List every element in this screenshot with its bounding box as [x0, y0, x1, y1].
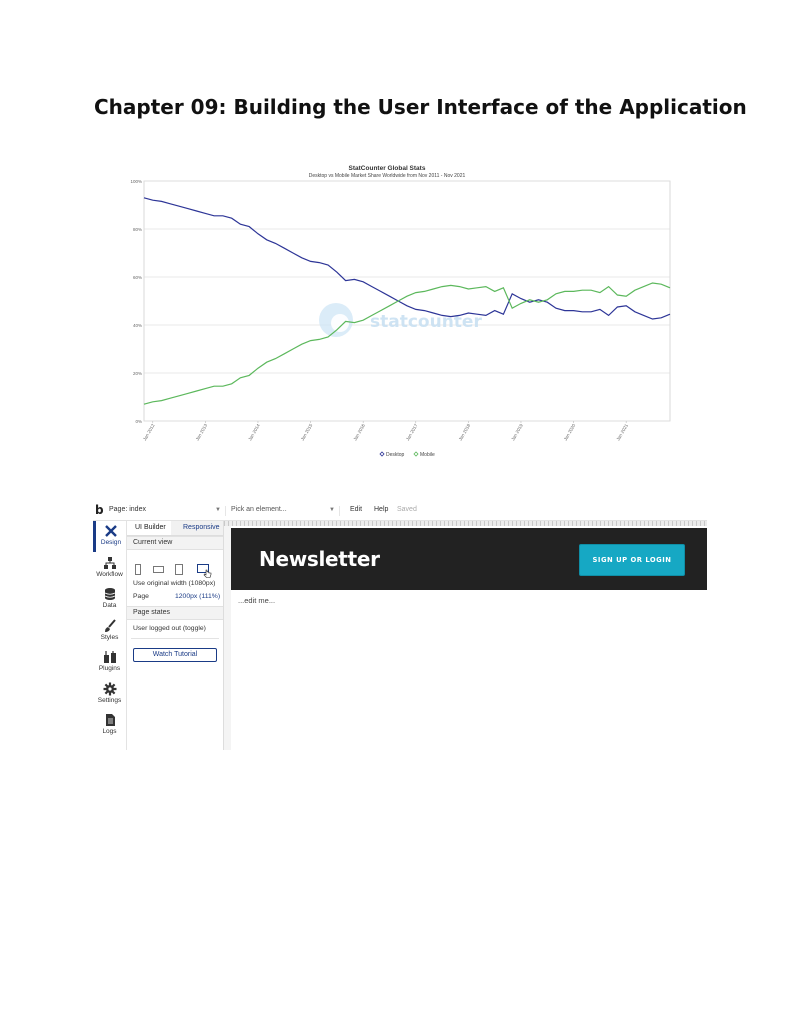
tab-ui-builder[interactable]: UI Builder: [135, 524, 166, 531]
y-tick-label: 0%: [135, 419, 142, 424]
page-selector[interactable]: [109, 506, 226, 516]
nav-label: Styles: [100, 634, 119, 641]
x-tick-label: Jan 2012: [142, 423, 156, 442]
y-tick-label: 40%: [132, 323, 142, 328]
x-tick-label: Jan 2016: [352, 423, 367, 442]
element-picker[interactable]: [231, 506, 340, 516]
section-title: Page states: [133, 609, 170, 616]
x-tick-label: Jan 2018: [457, 423, 472, 442]
device-selector: [133, 563, 219, 577]
panel-tabs: [127, 521, 223, 536]
left-nav: [93, 521, 127, 750]
y-tick-label: 80%: [132, 227, 142, 232]
page-width-label: Page: [133, 593, 149, 600]
legend-label-desktop: Desktop: [386, 452, 405, 458]
nav-label: Data: [102, 602, 117, 609]
plug-icon: [103, 650, 117, 664]
chart-svg: [118, 158, 678, 463]
legend-label-mobile: Mobile: [420, 452, 435, 458]
x-tick-label: Jan 2021: [615, 422, 630, 442]
editor-canvas: [224, 521, 707, 750]
menu-help[interactable]: Help: [374, 506, 389, 513]
saved-status: Saved: [397, 506, 417, 513]
property-panel: [127, 521, 224, 750]
x-tick-label: Jan 2014: [247, 423, 261, 442]
watermark-text: statcounter: [370, 312, 482, 332]
menu-edit[interactable]: Edit: [350, 506, 363, 513]
nav-data[interactable]: [93, 584, 126, 615]
use-original-width[interactable]: Use original width (1080px): [133, 580, 216, 587]
pointer-hand-icon: [203, 569, 212, 578]
chevron-down-icon: ▼: [329, 507, 335, 513]
tab-responsive[interactable]: Responsive: [183, 524, 220, 531]
y-tick-label: 20%: [132, 371, 142, 376]
chart-title: StatCounter Global Stats: [348, 165, 426, 172]
workflow-icon: [103, 556, 117, 570]
editor-topbar: [93, 503, 707, 521]
page-selector-label: Page: index: [109, 506, 146, 513]
x-tick-label: Jan 2015: [299, 423, 314, 442]
legend-marker-mobile: [414, 452, 418, 456]
nav-styles[interactable]: [93, 616, 126, 647]
plot-area: [144, 181, 670, 421]
nav-label: Logs: [102, 728, 117, 735]
element-picker-label: Pick an element...: [231, 506, 287, 513]
y-tick-label: 60%: [132, 275, 142, 280]
current-view-header: [127, 536, 223, 550]
nav-design[interactable]: [93, 521, 126, 552]
tablet-icon[interactable]: [175, 564, 183, 575]
x-tick-label: Jan 2017: [405, 423, 419, 442]
x-tick-label: Jan 2020: [562, 423, 577, 442]
gear-icon: [103, 682, 117, 696]
nav-label: Settings: [97, 697, 122, 704]
bubble-editor-screenshot: [93, 503, 707, 750]
nav-logs[interactable]: [93, 710, 126, 741]
bubble-logo: b: [95, 503, 104, 517]
page-states-header: [127, 606, 223, 620]
y-tick-label: 100%: [130, 179, 142, 184]
nav-label: Design: [100, 539, 122, 546]
nav-label: Workflow: [96, 571, 123, 578]
watch-tutorial-button[interactable]: Watch Tutorial: [133, 648, 217, 662]
document-icon: [103, 713, 117, 727]
database-icon: [103, 587, 117, 601]
section-title: Current view: [133, 539, 173, 546]
chevron-down-icon: ▼: [215, 507, 221, 513]
legend-marker-desktop: [380, 452, 384, 456]
chart-subtitle: Desktop vs Mobile Market Share Worldwide from Nov 2011 - Nov 2021: [308, 173, 466, 179]
nav-plugins[interactable]: [93, 647, 126, 678]
design-tools-icon: [104, 524, 118, 538]
sign-up-button[interactable]: SIGN UP OR LOGIN: [579, 544, 685, 576]
hero-title[interactable]: Newsletter: [259, 547, 380, 571]
page-canvas[interactable]: [231, 526, 707, 750]
edit-me-text[interactable]: ...edit me...: [238, 596, 276, 605]
page-width-value[interactable]: 1200px (111%): [175, 593, 221, 600]
nav-label: Plugins: [98, 665, 121, 672]
nav-workflow[interactable]: [93, 553, 126, 584]
user-logged-out-toggle[interactable]: User logged out (toggle): [133, 625, 206, 632]
x-tick-label: Jan 2013: [194, 423, 209, 442]
hero-header[interactable]: [231, 528, 707, 590]
mobile-portrait-icon[interactable]: [135, 564, 141, 575]
market-share-chart: [118, 158, 678, 463]
panel-divider: [131, 638, 219, 639]
brush-icon: [103, 619, 117, 633]
mobile-landscape-icon[interactable]: [153, 566, 164, 573]
x-tick-label: Jan 2019: [510, 423, 524, 442]
nav-settings[interactable]: [93, 679, 126, 710]
chapter-heading: Chapter 09: Building the User Interface of the Application: [94, 95, 747, 119]
watermark-logo-hole: [331, 314, 349, 332]
